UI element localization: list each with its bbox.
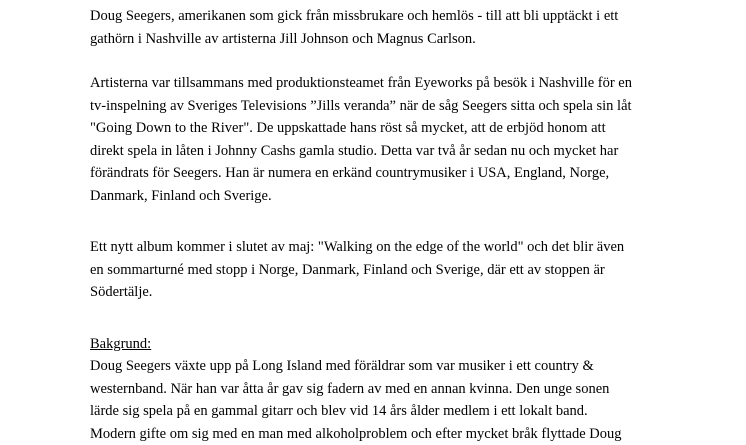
album-line: en sommarturné med stopp i Norge, Danmark, Finland och Sverige, där ett av stoppen är (90, 259, 690, 282)
story-line: direkt spela in låten i Johnny Cashs gamla studio. Detta var två år sedan nu och mycket har (90, 140, 690, 163)
album-paragraph (90, 236, 690, 304)
story-line: Artisterna var tillsammans med produktionsteamet från Eyeworks på besök i Nashville för en (90, 72, 690, 95)
background-heading: Bakgrund: (90, 333, 690, 356)
paragraph-spacer (90, 50, 690, 72)
paragraph-spacer (90, 207, 690, 236)
background-line: Modern gifte om sig med en man med alkoholproblem och efter mycket bråk flyttade Doug (90, 423, 690, 445)
paragraph-spacer (90, 304, 690, 333)
background-paragraph (90, 333, 690, 445)
background-line: lärde sig spela på en gammal gitarr och blev vid 14 års ålder medlem i ett lokalt band. (90, 400, 690, 423)
background-line: Doug Seegers växte upp på Long Island med föräldrar som var musiker i ett country & (90, 355, 690, 378)
intro-line: gathörn i Nashville av artisterna Jill Johnson och Magnus Carlson. (90, 28, 690, 51)
story-line: Danmark, Finland och Sverige. (90, 185, 690, 208)
album-line: Ett nytt album kommer i slutet av maj: "Walking on the edge of the world" och det blir även (90, 236, 690, 259)
background-line: westernband. När han var åtta år gav sig fadern av med en annan kvinna. Den unge sonen (90, 378, 690, 401)
intro-line: Doug Seegers, amerikanen som gick från missbrukare och hemlös - till att bli upptäckt i ett (90, 5, 690, 28)
story-line: tv-inspelning av Sveriges Televisions ”Jills veranda” när de såg Seegers sitta och spela sin låt (90, 95, 690, 118)
intro-paragraph (90, 5, 690, 50)
album-line: Södertälje. (90, 281, 690, 304)
document-page (90, 5, 690, 445)
story-line: förändrats för Seegers. Han är numera en erkänd countrymusiker i USA, England, Norge, (90, 162, 690, 185)
story-line: "Going Down to the River". De uppskattade hans röst så mycket, att de erbjöd honom att (90, 117, 690, 140)
story-paragraph (90, 72, 690, 207)
